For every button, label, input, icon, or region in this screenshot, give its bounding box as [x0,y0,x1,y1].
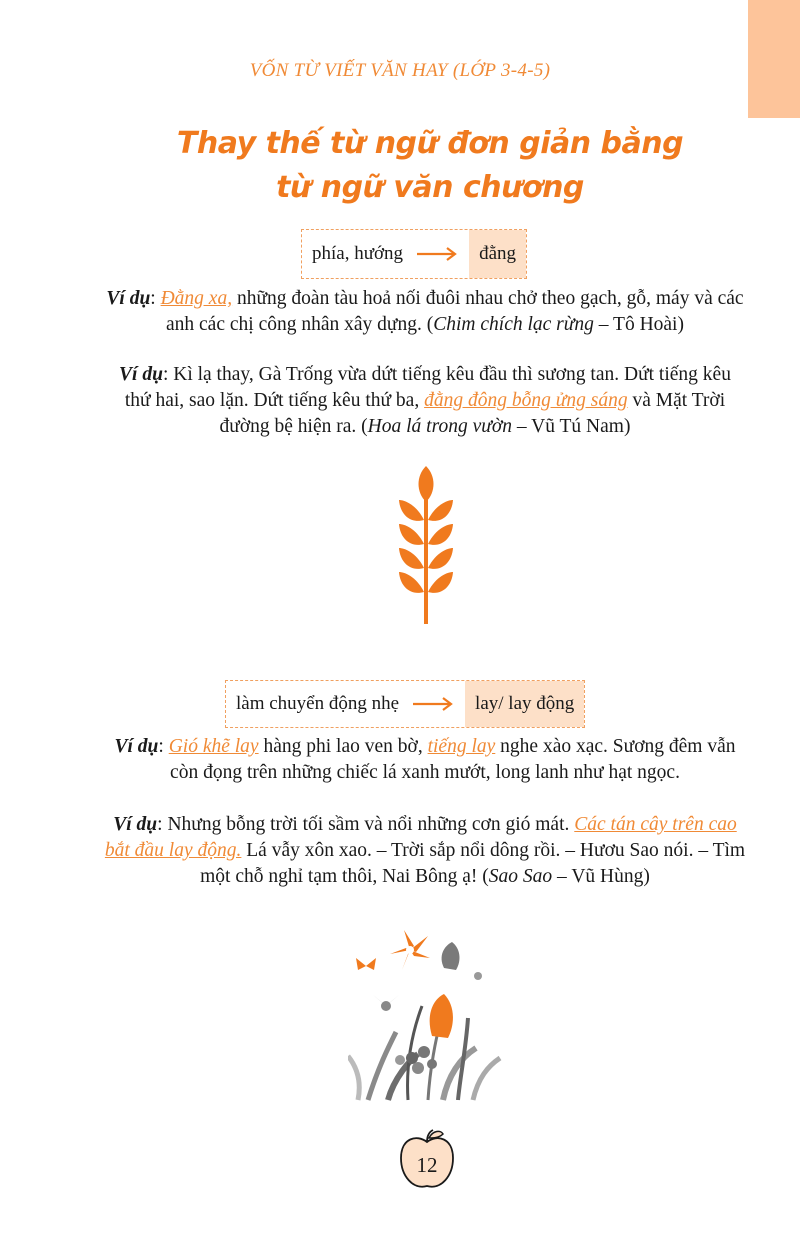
highlighted-phrase: Các tán cây trên cao bắt đầu lay động. [104,814,737,861]
source-author: – Tô Hoài) [593,314,684,335]
title-line-2: từ ngữ văn chương [276,170,584,205]
example-text: Lá vẫy xôn xao. – Trời sắp nổi dông rồi. – Hươu Sao nói. – Tìm một chỗ nghỉ tạm thôi, Nai Bông ạ! ( [200,840,746,887]
example-paragraph: Ví dụ: Nhưng bỗng trời tối sầm và nổi những cơn gió mát. Các tán cây trên cao bắt đầu lay động. Lá vẫy xôn xao. – Trời sắp nổi dông rồi. – Hươu Sao nói. – Tìm một chỗ nghỉ tạm thôi, Nai Bông ạ! (Sao Sao – Vũ Hùng) [104,814,746,887]
source-author: – Vũ Tú Nam) [512,416,631,437]
running-header: VỐN TỪ VIẾT VĂN HAY (LỚP 3-4-5) [249,60,551,81]
source-title: Chim chích lạc rừng [433,314,594,335]
page-number: 12 [416,1153,438,1177]
highlighted-phrase: Đằng xa, [160,288,233,309]
highlighted-phrase: tiếng lay [427,736,496,757]
word-replacement-box-1 [301,229,527,279]
arrow-right-icon [407,681,465,727]
highlighted-phrase: Gió khẽ lay [168,736,259,757]
example-label: Ví dụ [113,814,158,835]
page-title [0,122,800,210]
example-text: hàng phi lao ven bờ, [258,736,428,757]
flowers-illustration [348,928,508,1103]
highlighted-phrase: đằng đông bỗng ửng sáng [424,390,628,411]
example-text: và Mặt Trời đường bệ hiện ra. ( [219,390,726,437]
source-author: – Vũ Hùng) [552,866,650,887]
example-paragraph: Ví dụ: Kì lạ thay, Gà Trống vừa dứt tiếng kêu đầu thì sương tan. Dứt tiếng kêu thứ hai, sao lặn. Dứt tiếng kêu thứ ba, đằng đông bỗng ửng sáng và Mặt Trời đường bệ hiện ra. (Hoa lá trong vườn – Vũ Tú Nam) [119,364,731,437]
literary-word: lay/ lay động [465,681,584,727]
example-label: Ví dụ [119,364,163,385]
example-paragraph: Ví dụ: Gió khẽ lay hàng phi lao ven bờ, tiếng lay nghe xào xạc. Sương đêm vẫn còn đọng trên những chiếc lá xanh mướt, long lanh như hạt ngọc. [114,736,736,783]
source-title: Hoa lá trong vườn [367,416,513,437]
title-line-1: Thay thế từ ngữ đơn giản bằng [176,126,684,161]
source-title: Sao Sao [488,866,553,887]
example-text: Kì lạ thay, Gà Trống vừa dứt tiếng kêu đầu thì sương tan. Dứt tiếng kêu thứ hai, sao lặn. Dứt tiếng kêu thứ ba, [124,364,731,411]
arrow-right-icon [411,230,469,278]
example-text: nghe xào xạc. Sương đêm vẫn còn đọng trên những chiếc lá xanh mướt, long lanh như hạt ngọc. [170,736,736,783]
example-text: những đoàn tàu hoả nối đuôi nhau chở theo gạch, gỗ, máy và các anh các chị công nhân xây dựng. ( [166,288,744,335]
literary-word: đằng [469,230,526,278]
simple-word: làm chuyển động nhẹ [236,693,400,714]
example-text: Nhưng bỗng trời tối sầm và nổi những cơn gió mát. [167,814,575,835]
example-label: Ví dụ [114,736,159,757]
corner-tab [748,0,800,118]
example-label: Ví dụ [106,288,151,309]
example-paragraph: Ví dụ: Đằng xa, những đoàn tàu hoả nối đuôi nhau chở theo gạch, gỗ, máy và các anh các chị công nhân xây dựng. (Chim chích lạc rừng – Tô Hoài) [106,288,744,335]
wheat-icon [398,462,454,628]
simple-word: phía, hướng [312,243,404,264]
word-replacement-box-2 [225,680,585,728]
